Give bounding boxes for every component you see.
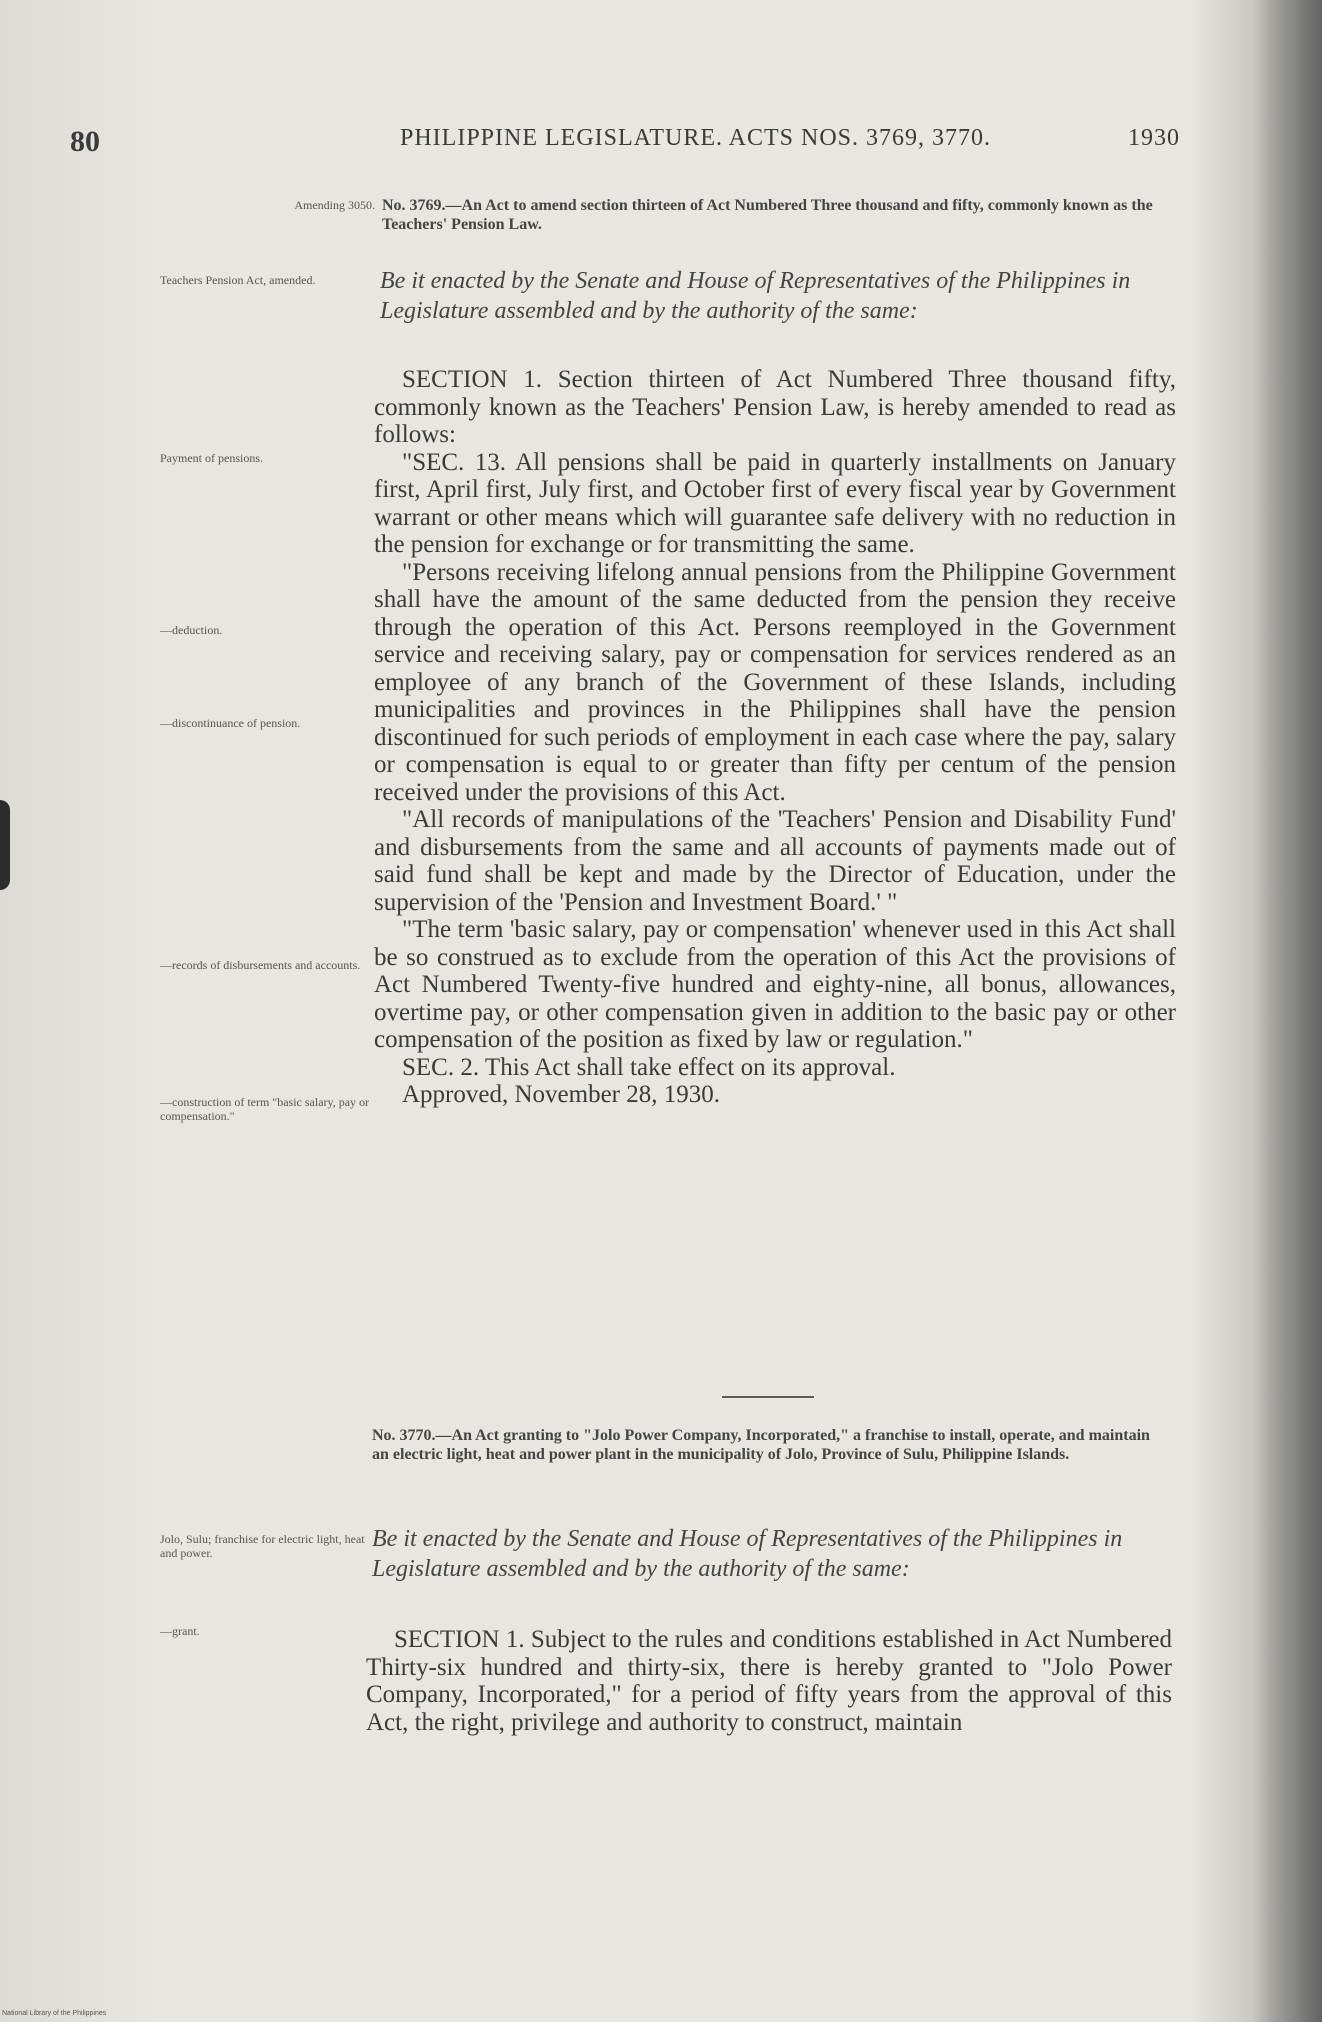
act-3769-body	[374, 366, 1176, 1109]
section-label: SECTION 1.	[402, 366, 543, 393]
act-3769-enacting-clause: Be it enacted by the Senate and House of Representatives of the Philippines in Legislature assembled and by the authority of the same:	[380, 268, 1131, 324]
margin-note-deduction: —deduction.	[160, 623, 223, 637]
act-3770-section-1: SECTION 1. Subject to the rules and conditions established in Act Numbered Thirty-six hundred and thirty-six, there is hereby granted to "Jolo Power Company, Incorporated," for a period of fifty years from the approval of this Act, the right, privilege and authority to construct, maintain	[366, 1626, 1172, 1736]
margin-note-payment: Payment of pensions.	[160, 451, 263, 465]
margin-note-discontinuance: —discontinuance of pension.	[160, 716, 301, 730]
margin-note-act: Teachers Pension Act, amended.	[160, 273, 316, 287]
act-3769-sec-13: "SEC. 13. All pensions shall be paid in quarterly installments on January first, April first, July first, and October first of every fiscal year by Government warrant or other means which will guarantee safe delivery with no reduction in the pension for exchange or for transmitting the same.	[374, 448, 1177, 558]
scan-credit: National Library of the Philippines	[2, 2010, 107, 2017]
book-spine-shadow	[1252, 0, 1322, 2022]
act-3769-para-construction: "The term 'basic salary, pay or compensation' whenever used in this Act shall be so construed as to exclude from the operation of this Act the provisions of Act Numbered Twenty-five hundred and eighty-nine, all bonus, allowances, overtime pay, or other compensation given in addition to the basic pay or other compensation of the position as fixed by law or regulation."	[374, 916, 1176, 1053]
section-label: "SEC. 13.	[402, 448, 507, 476]
act-3769-para-records: "All records of manipulations of the 'Teachers' Pension and Disability Fund' and disbursements from the same and all accounts of payments made out of said fund shall be kept and made by the Director of Education, under the supervision of the 'Pension and Investment Board.' "	[374, 806, 1176, 916]
act-3770-body	[366, 1626, 1172, 1736]
act-3770-enacting-clause: Be it enacted by the Senate and House of Representatives of the Philippines in Legislature assembled and by the authority of the same:	[372, 1526, 1123, 1582]
act-3769-approved: Approved, November 28, 1930.	[402, 1081, 720, 1108]
margin-note-amending: Amending 3050.	[294, 198, 375, 212]
running-head-title: PHILIPPINE LEGISLATURE. ACTS NOS. 3769, 3770.	[400, 125, 992, 151]
section-label: SECTION 1.	[394, 1626, 525, 1653]
margin-note-franchise: Jolo, Sulu; franchise for electric light, heat and power.	[160, 1532, 365, 1560]
margin-note-records: —records of disbursements and accounts.	[160, 958, 361, 972]
act-3769-section-1: SECTION 1. Section thirteen of Act Numbered Three thousand fifty, commonly known as the Teachers' Pension Law, is hereby amended to read as follows:	[374, 366, 1176, 448]
page-edge-mark	[0, 800, 10, 890]
act-3769-section-2: SEC. 2. This Act shall take effect on its approval.	[402, 1053, 896, 1081]
act-3770-title: No. 3770.—An Act granting to "Jolo Power Company, Incorporated," a franchise to install, operate, and maintain an electric light, heat and power plant in the municipality of Jolo, Province of Sulu, Philippine Islands.	[372, 1427, 1150, 1463]
act-3769-title: No. 3769.—An Act to amend section thirteen of Act Numbered Three thousand and fifty, commonly known as the Teachers' Pension Law.	[382, 197, 1153, 233]
running-head	[400, 125, 1180, 152]
running-head-year: 1930	[1128, 125, 1180, 151]
section-divider	[722, 1396, 814, 1398]
section-label: SEC. 2.	[402, 1053, 480, 1081]
margin-note-grant: —grant.	[160, 1624, 200, 1638]
act-3769-para-deduction: "Persons receiving lifelong annual pensions from the Philippine Government shall have the amount of the same deducted from the pension they receive through the operation of this Act. Persons reemployed in the Government service and receiving salary, pay or compensation for services rendered as an employee of any branch of the Government of these Islands, including municipalities and provinces in the Philippines shall have the pension discontinued for such periods of employment in each case where the pay, salary or compensation is equal to or greater than fifty per centum of the pension received under the provisions of this Act.	[374, 558, 1176, 806]
margin-note-construction: —construction of term "basic salary, pay or compensation."	[160, 1095, 370, 1123]
page-number: 80	[70, 125, 100, 158]
